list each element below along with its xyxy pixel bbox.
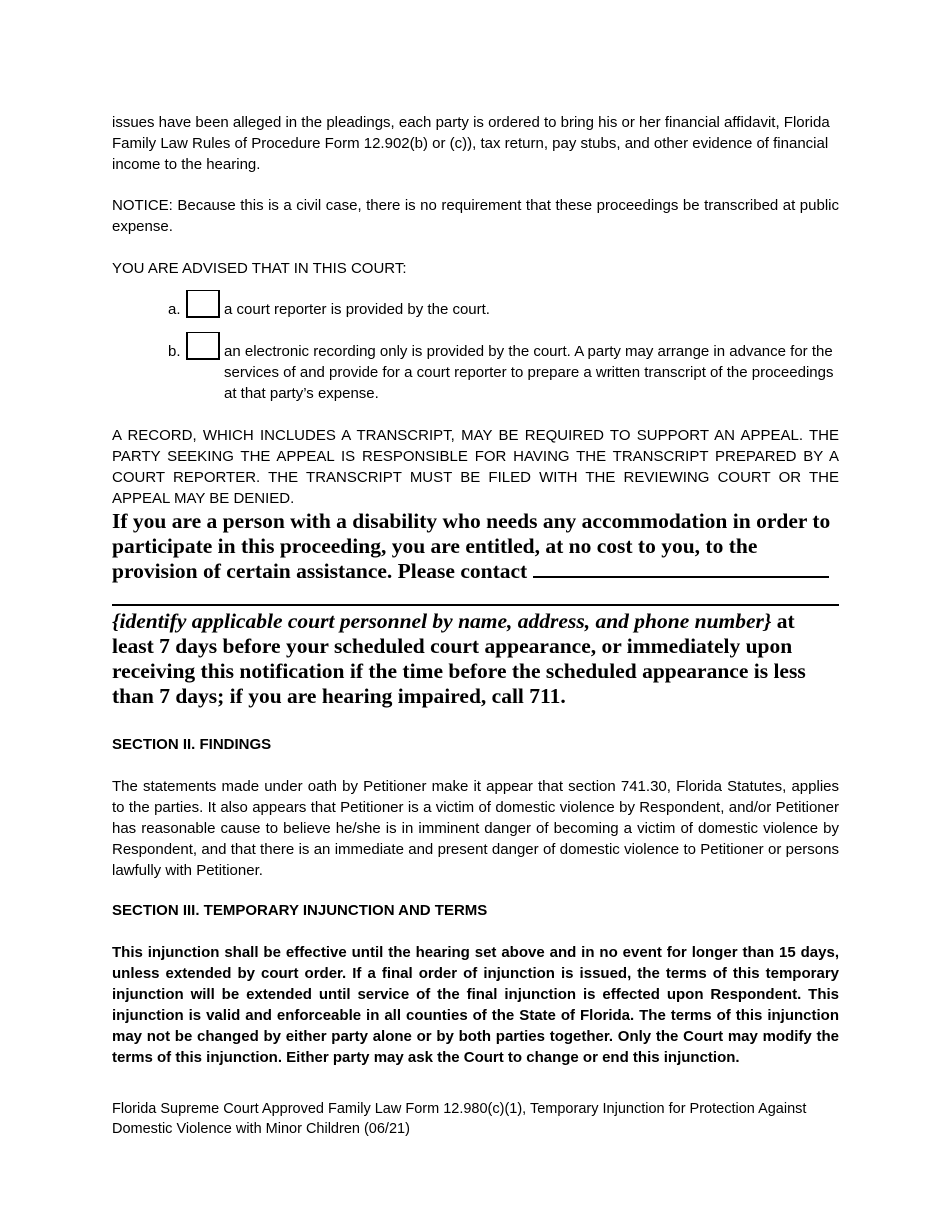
ada-intro-text: If you are a person with a disability who needs any accommodation in order to participate in this proceeding, you are entitled, at no cost to you, to the provision of certain assistance. Please contact [112, 509, 831, 583]
option-label: a court reporter is provided by the court. [224, 301, 490, 318]
injunction-terms-paragraph: This injunction shall be effective until the hearing set above and in no event for longer than 15 days, unless extended by court order. If a final order of injunction is issued, the terms of this temporary injunction will be extended until service of the final injunction is effected upon Respondent. This injunction is valid and enforceable in all counties of the State of Florida. The terms of this injunction may not be changed by either party alone or by both parties together. Only the Court may modify the terms of this injunction. Either party may ask the Court to change or end this injunction. [112, 944, 839, 1066]
findings-paragraph: The statements made under oath by Petitioner make it appear that section 741.30, Florida Statutes, applies to the parties. It also appears that Petitioner is a victim of domestic violence by Respondent, and/or Petitioner has reasonable cause to believe he/she is in imminent danger of becoming a victim of domestic violence by Respondent, and that there is an immediate and present danger of domestic violence to Petitioner or persons lawfully with Petitioner. [112, 778, 839, 879]
footer-line-2: Domestic Violence with Minor Children (06/21) [112, 1121, 410, 1137]
section-3-heading: SECTION III. TEMPORARY INJUNCTION AND TERMS [112, 902, 488, 919]
contact-blank-line[interactable] [533, 559, 829, 578]
contact-blank-line-2[interactable] [112, 604, 839, 606]
section-2-heading: SECTION II. FINDINGS [112, 736, 272, 753]
ada-notice-continued [112, 609, 839, 709]
option-court-reporter [168, 299, 839, 320]
notice-paragraph: NOTICE: Because this is a civil case, there is no requirement that these proceedings be transcribed at public expense. [112, 197, 839, 235]
option-b-checkbox[interactable] [186, 332, 220, 360]
footer-line-1: Florida Supreme Court Approved Family Law Form 12.980(c)(1), Temporary Injunction for Protection Against [112, 1101, 807, 1117]
option-label: an electronic recording only is provided by the court. A party may arrange in advance for the services of and provide for a court reporter to prepare a written transcript of the proceedings at that party’s expense. [224, 343, 834, 402]
option-letter: b. [168, 343, 181, 360]
form-footer [112, 1099, 839, 1139]
court-personnel-placeholder: {identify applicable court personnel by name, address, and phone number} [112, 609, 772, 633]
advised-heading: YOU ARE ADVISED THAT IN THIS COURT: [112, 260, 407, 277]
option-a-checkbox[interactable] [186, 290, 220, 318]
financial-affidavit-paragraph: issues have been alleged in the pleadings, each party is ordered to bring his or her financial affidavit, Florida Family Law Rules of Procedure Form 12.902(b) or (c)), tax return, pay stubs, and other evidence of financial income to the hearing. [112, 114, 830, 173]
option-letter: a. [168, 301, 181, 318]
record-transcript-paragraph: A RECORD, WHICH INCLUDES A TRANSCRIPT, MAY BE REQUIRED TO SUPPORT AN APPEAL. THE PARTY SEEKING THE APPEAL IS RESPONSIBLE FOR HAVING THE TRANSCRIPT PREPARED BY A COURT REPORTER. THE TRANSCRIPT MUST BE FILED WITH THE REVIEWING COURT OR THE APPEAL MAY BE DENIED. [112, 427, 839, 507]
ada-rest-text: at least 7 days before your scheduled court appearance, or immediately upon receiving this notification if the time before the scheduled appearance is less than 7 days; if you are hearing impaired, call 711. [112, 609, 806, 708]
court-reporter-options [168, 299, 839, 404]
ada-notice-intro [112, 509, 839, 584]
option-electronic-recording [168, 341, 839, 404]
